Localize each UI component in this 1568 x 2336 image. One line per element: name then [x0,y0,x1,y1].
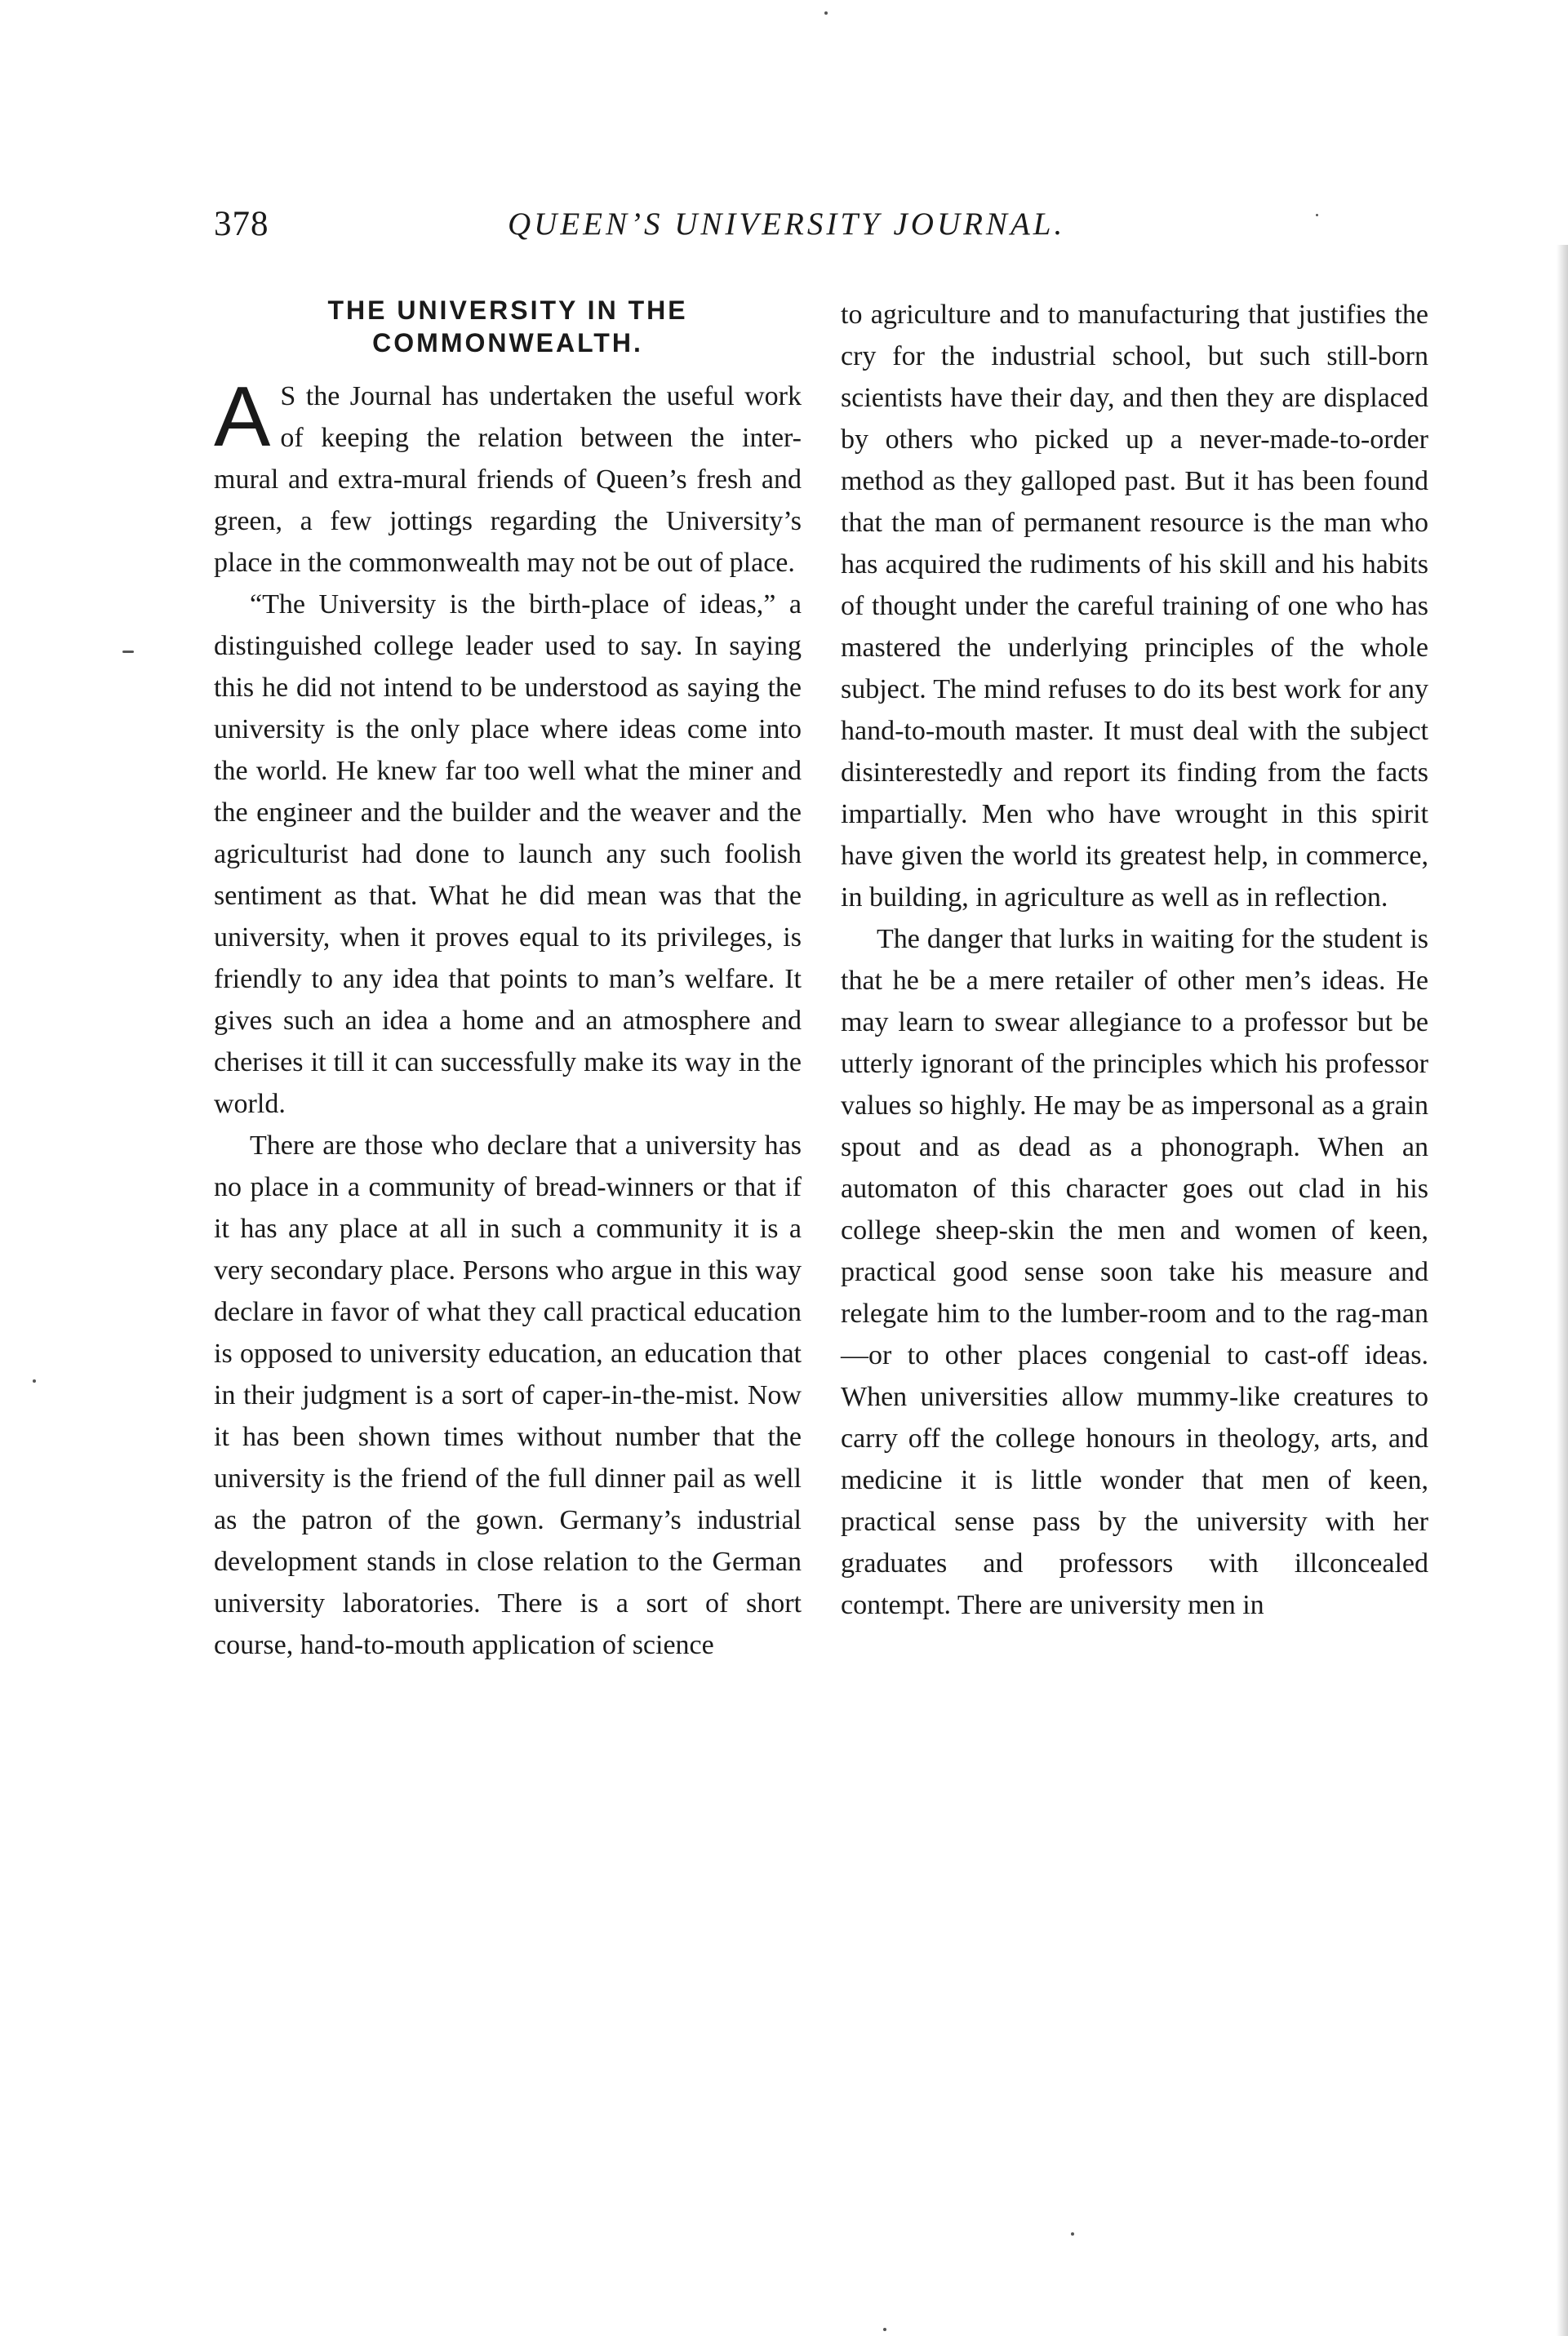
paragraph-continued: to agriculture and to manufacturing that justifies the cry for the industrial school, but such still-born scientists have their day, and then they are displaced by others who picked up a never-made-to-order method as they galloped past. But it has been found that the man of permanent resource is the man who has acquired the rudiments of his skill and his habits of thought under the careful training of one who has mastered the underlying principles of the whole subject. The mind refuses to do its best work for any hand-to-mouth master. It must deal with the subject disinterestedly and report its finding from the facts impartially. Men who have wrought in this spirit have given the world its greatest help, in commerce, in building, in agriculture as well as in reflection. [841,300,1428,913]
scan-speck [1316,214,1318,216]
opening-paragraph-text: S the Journal has undertaken the useful work of keeping the relation between the inter-mural and extra-mural friends of Queen’s fresh and green, a few jottings regarding the University’s place in the commonwealth may not be out of place. [214,381,802,578]
left-column [214,294,802,1666]
scan-speck [122,651,134,653]
drop-cap: A [214,370,271,464]
running-head [214,204,1144,253]
scan-speck [824,11,828,15]
journal-title: QUEEN’S UNIVERSITY JOURNAL. [508,207,1066,242]
scan-speck [1071,2232,1074,2236]
paragraph-birthplace-of-ideas: “The University is the birth-place of ideas,” a distinguished college leader used to say. In saying this he did not intend to be understood as saying the university is the only place where ideas come into the world. He knew far too well what the miner and the engineer and the builder and the weaver and the agriculturist had done to launch any such foolish sentiment as that. What he did mean was that the university, when it proves equal to its privileges, is friendly to any idea that points to man’s welfare. It gives such an idea a home and an atmosphere and cherises it till it can successfully make its way in the world. [214,589,802,1119]
opening-paragraph [214,370,802,584]
scan-speck [883,2328,886,2331]
page-number: 378 [214,205,269,243]
scan-speck [33,1379,36,1383]
scan-edge-shadow [1557,245,1568,2336]
paragraph-practical-education: There are those who declare that a university has no place in a community of bread-winners or that if it has any place at all in such a community it is a very secondary place. Persons who argue in this way declare in favor of what they call practical education is opposed to university education, an education that in their judgment is a sort of caper-in-the-mist. Now it has been shown times without number that the university is the friend of the full dinner pail as well as the patron of the gown. Germany’s industrial development stands in close relation to the German university laboratories. There is a sort of short course, hand-to-mouth application of science [214,1130,802,1660]
right-column [841,294,1428,1626]
article-title: THE UNIVERSITY IN THE COMMONWEALTH. [327,295,688,358]
paragraph-danger-for-student: The danger that lurks in waiting for the student is that he be a mere retailer of other men’s ideas. He may learn to swear allegiance to a professor but be utterly ignorant of the principles which his professor values so highly. He may be as impersonal as a grain spout and as dead as a phonograph. When an automaton of this character goes out clad in his college sheep-skin the men and women of keen, practical good sense soon take his measure and relegate him to the lumber-room and to the rag-man—or to other places congenial to cast-off ideas. When universities allow mummy-like creatures to carry off the college honours in theology, arts, and medicine it is little wonder that men of keen, practical sense pass by the university with her graduates and professors with illconcealed contempt. There are university men in [841,924,1428,1620]
